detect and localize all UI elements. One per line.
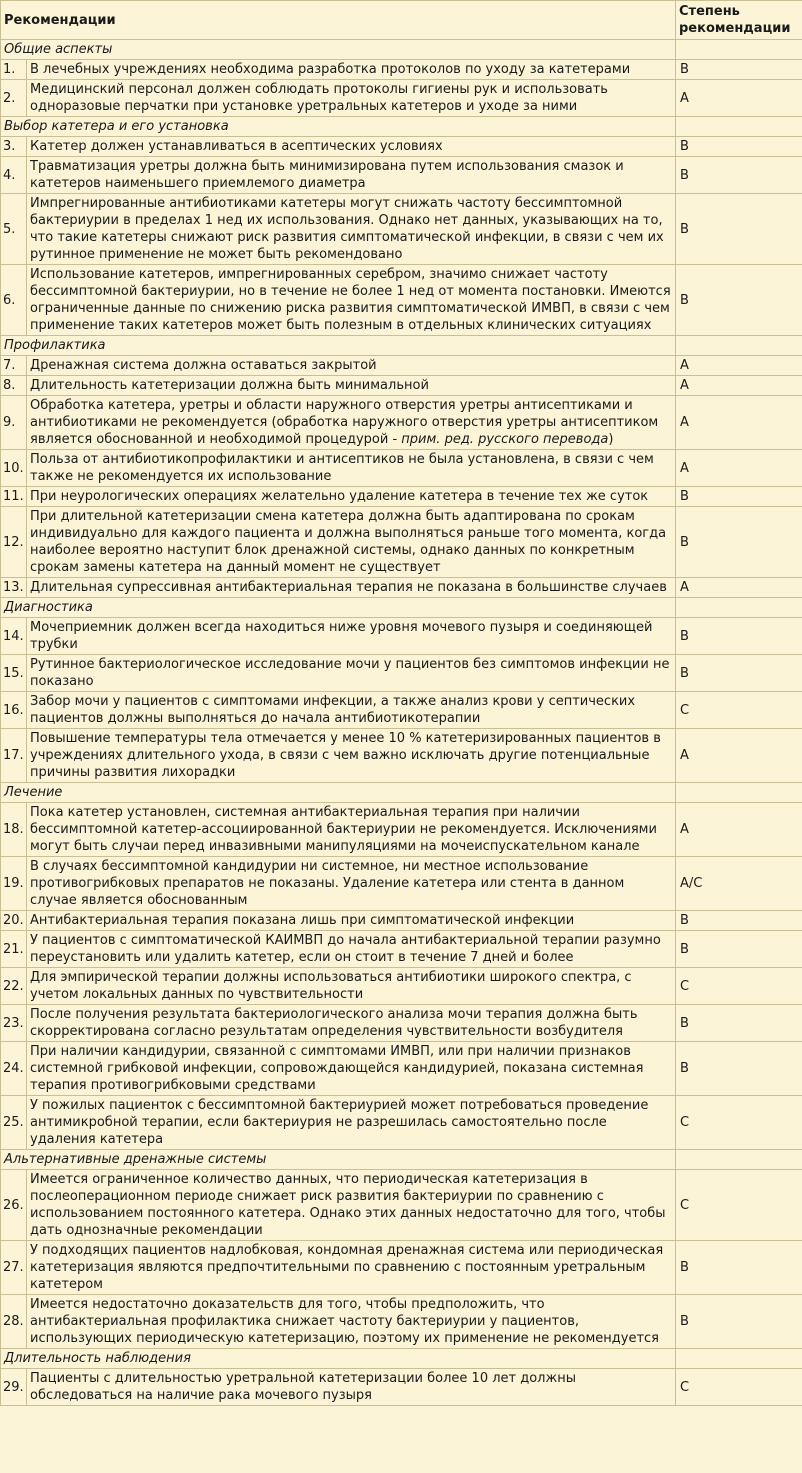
row-text xyxy=(27,137,676,157)
table-row xyxy=(1,157,802,194)
row-text-main: В лечебных учреждениях необходима разработка протоколов по уходу за катетерами xyxy=(30,62,631,77)
section-title: Общие аспекты xyxy=(1,40,676,60)
row-text xyxy=(27,80,676,117)
section-row xyxy=(1,1150,802,1170)
row-text xyxy=(27,60,676,80)
section-grade-empty xyxy=(676,1349,802,1369)
row-text xyxy=(27,618,676,655)
row-number: 14. xyxy=(1,618,27,655)
table-row xyxy=(1,968,802,1005)
row-grade: B xyxy=(676,931,802,968)
row-grade: A xyxy=(676,729,802,783)
row-grade: A xyxy=(676,396,802,450)
row-text-main: У пациентов с симптоматической КАИМВП до начала антибактериальной терапии разумно переустановить или удалить катетер, если он стоит в течение 7 дней и более xyxy=(30,933,661,965)
row-number: 8. xyxy=(1,376,27,396)
row-number: 22. xyxy=(1,968,27,1005)
row-text xyxy=(27,803,676,857)
table-row xyxy=(1,265,802,336)
section-grade-empty xyxy=(676,117,802,137)
table-row xyxy=(1,507,802,578)
row-grade: A xyxy=(676,80,802,117)
section-grade-empty xyxy=(676,1150,802,1170)
row-number: 17. xyxy=(1,729,27,783)
row-number: 9. xyxy=(1,396,27,450)
section-title: Альтернативные дренажные системы xyxy=(1,1150,676,1170)
row-text xyxy=(27,376,676,396)
section-title: Длительность наблюдения xyxy=(1,1349,676,1369)
table-row xyxy=(1,1042,802,1096)
row-text xyxy=(27,857,676,911)
row-grade: B xyxy=(676,618,802,655)
row-text xyxy=(27,1005,676,1042)
table-row xyxy=(1,80,802,117)
row-number: 23. xyxy=(1,1005,27,1042)
row-text-main: Обработка катетера, уретры и области наружного отверстия уретры антисептиками и антибиотиками не рекомендуется (обработка наружного отверстия уретры антисептиком является обоснованной и необходимой процедурой - xyxy=(30,398,659,447)
row-number: 29. xyxy=(1,1369,27,1406)
row-text xyxy=(27,1170,676,1241)
row-number: 12. xyxy=(1,507,27,578)
section-grade-empty xyxy=(676,783,802,803)
table-row xyxy=(1,137,802,157)
row-text-main: При длительной катетеризации смена катетера должна быть адаптирована по срокам индивидуально для каждого пациента и должна выполняться раньше того момента, когда наиболее вероятно наступит блок дренажной системы, однако данных по конкретным срокам замены катетера на данный момент не существует xyxy=(30,509,667,575)
row-grade: A xyxy=(676,376,802,396)
table-row xyxy=(1,487,802,507)
row-text xyxy=(27,655,676,692)
row-text xyxy=(27,356,676,376)
row-text-main: Длительность катетеризации должна быть минимальной xyxy=(30,378,429,393)
table-row xyxy=(1,1170,802,1241)
row-text xyxy=(27,692,676,729)
row-number: 15. xyxy=(1,655,27,692)
row-number: 2. xyxy=(1,80,27,117)
table-row xyxy=(1,692,802,729)
row-text-main: При неурологических операциях желательно удаление катетера в течение тех же суток xyxy=(30,489,649,504)
row-grade: B xyxy=(676,655,802,692)
row-text-main: Забор мочи у пациентов с симптомами инфекции, а также анализ крови у септических пациентов должны выполняться до начала антибиотикотерапии xyxy=(30,694,636,726)
row-text-main: Мочеприемник должен всегда находиться ниже уровня мочевого пузыря и соединяющей трубки xyxy=(30,620,653,652)
section-title: Диагностика xyxy=(1,598,676,618)
row-grade: B xyxy=(676,911,802,931)
table-row xyxy=(1,376,802,396)
table-row xyxy=(1,356,802,376)
header-row xyxy=(1,1,802,40)
row-text-tail: ) xyxy=(608,432,614,447)
row-number: 21. xyxy=(1,931,27,968)
row-number: 26. xyxy=(1,1170,27,1241)
row-text xyxy=(27,911,676,931)
section-grade-empty xyxy=(676,598,802,618)
row-text-main: После получения результата бактериологического анализа мочи терапия должна быть скорректирована согласно результатам определения чувствительности возбудителя xyxy=(30,1007,638,1039)
row-text-main: Рутинное бактериологическое исследование мочи у пациентов без симптомов инфекции не показано xyxy=(30,657,670,689)
section-row xyxy=(1,117,802,137)
table-row xyxy=(1,1241,802,1295)
section-grade-empty xyxy=(676,336,802,356)
row-grade: B xyxy=(676,157,802,194)
row-text-main: Имеется недостаточно доказательств для того, чтобы предположить, что антибактериальная профилактика снижает частоту бактериурии у пациентов, использующих периодическую катетеризацию, поэтому их применение не рекомендуется xyxy=(30,1297,659,1346)
row-text xyxy=(27,396,676,450)
table-row xyxy=(1,1369,802,1406)
row-text xyxy=(27,194,676,265)
row-text xyxy=(27,1042,676,1096)
row-number: 28. xyxy=(1,1295,27,1349)
row-text xyxy=(27,578,676,598)
row-number: 5. xyxy=(1,194,27,265)
row-grade: A/C xyxy=(676,857,802,911)
row-text-main: Травматизация уретры должна быть минимизирована путем использования смазок и катетеров наименьшего приемлемого диаметра xyxy=(30,159,624,191)
row-grade: A xyxy=(676,803,802,857)
row-grade: C xyxy=(676,1369,802,1406)
header-recommendations: Рекомендации xyxy=(1,1,676,40)
row-text-main: Длительная супрессивная антибактериальная терапия не показана в большинстве случаев xyxy=(30,580,667,595)
row-text xyxy=(27,1241,676,1295)
row-grade: B xyxy=(676,265,802,336)
row-grade: A xyxy=(676,356,802,376)
row-grade: C xyxy=(676,968,802,1005)
row-grade: B xyxy=(676,1042,802,1096)
row-text-main: Катетер должен устанавливаться в асептических условиях xyxy=(30,139,443,154)
row-grade: B xyxy=(676,1295,802,1349)
section-row xyxy=(1,40,802,60)
row-grade: B xyxy=(676,60,802,80)
section-row xyxy=(1,1349,802,1369)
row-number: 20. xyxy=(1,911,27,931)
row-grade: B xyxy=(676,194,802,265)
section-row xyxy=(1,336,802,356)
row-text xyxy=(27,507,676,578)
row-number: 7. xyxy=(1,356,27,376)
table-row xyxy=(1,1295,802,1349)
row-text xyxy=(27,729,676,783)
section-row xyxy=(1,783,802,803)
table-body xyxy=(1,40,802,1406)
row-grade: B xyxy=(676,1241,802,1295)
row-text xyxy=(27,1096,676,1150)
section-title: Лечение xyxy=(1,783,676,803)
table-row xyxy=(1,911,802,931)
row-grade: B xyxy=(676,487,802,507)
header-grade: Степень рекомендации xyxy=(676,1,802,40)
row-grade: C xyxy=(676,1170,802,1241)
table-row xyxy=(1,450,802,487)
row-grade: B xyxy=(676,1005,802,1042)
row-number: 6. xyxy=(1,265,27,336)
row-number: 24. xyxy=(1,1042,27,1096)
row-text-main: Польза от антибиотикопрофилактики и антисептиков не была установлена, в связи с чем также не рекомендуется их использование xyxy=(30,452,654,484)
table-row xyxy=(1,655,802,692)
table-row xyxy=(1,857,802,911)
row-text xyxy=(27,265,676,336)
row-text xyxy=(27,931,676,968)
row-text xyxy=(27,1295,676,1349)
row-text-main: Медицинский персонал должен соблюдать протоколы гигиены рук и использовать одноразовые перчатки при установке уретральных катетеров и уходе за ними xyxy=(30,82,608,114)
table-row xyxy=(1,729,802,783)
row-number: 10. xyxy=(1,450,27,487)
row-text xyxy=(27,968,676,1005)
row-number: 16. xyxy=(1,692,27,729)
row-number: 25. xyxy=(1,1096,27,1150)
row-text-main: Дренажная система должна оставаться закрытой xyxy=(30,358,377,373)
row-grade: C xyxy=(676,1096,802,1150)
table-row xyxy=(1,931,802,968)
row-text-main: Имеется ограниченное количество данных, что периодическая катетеризация в послеоперационном периоде снижает риск развития бактериурии по сравнению с использованием постоянного катетера. Однако этих данных недостаточно для того, чтобы дать однозначные рекомендации xyxy=(30,1172,666,1238)
table-row xyxy=(1,396,802,450)
row-text-main: Антибактериальная терапия показана лишь при симптоматической инфекции xyxy=(30,913,575,928)
row-text-main: Использование катетеров, импрегнированных серебром, значимо снижает частоту бессимптомной бактериурии, но в течение не более 1 нед от момента постановки. Имеются ограниченные данные по снижению риска развития симптоматической ИМВП, в связи с чем применение таких катетеров может быть полезным в отдельных клинических ситуациях xyxy=(30,267,671,333)
row-number: 18. xyxy=(1,803,27,857)
row-number: 11. xyxy=(1,487,27,507)
row-text xyxy=(27,1369,676,1406)
row-number: 13. xyxy=(1,578,27,598)
row-text-main: Импрегнированные антибиотиками катетеры могут снижать частоту бессимптомной бактериурии в пределах 1 нед их использования. Однако нет данных, указывающих на то, что такие катетеры снижают риск развития симптоматической инфекции, в связи с чем их рутинное применение не может быть рекомендовано xyxy=(30,196,664,262)
row-number: 27. xyxy=(1,1241,27,1295)
table-row xyxy=(1,1005,802,1042)
row-grade: A xyxy=(676,578,802,598)
table-row xyxy=(1,1096,802,1150)
row-text-main: В случаях бессимптомной кандидурии ни системное, ни местное использование противогрибковых препаратов не показаны. Удаление катетера или стента в данном случае является обоснованным xyxy=(30,859,625,908)
row-text xyxy=(27,450,676,487)
table-row xyxy=(1,618,802,655)
row-text-main: При наличии кандидурии, связанной с симптомами ИМВП, или при наличии признаков системной грибковой инфекции, сопровождающейся кандидурией, показана системная терапия противогрибковыми средствами xyxy=(30,1044,644,1093)
row-text-main: Пока катетер установлен, системная антибактериальная терапия при наличии бессимптомной катетер-ассоциированной бактериурии не рекомендуется. Исключениями могут быть случаи перед инвазивными манипуляциями на мочеиспускательном канале xyxy=(30,805,657,854)
row-grade: B xyxy=(676,137,802,157)
row-text-main: У подходящих пациентов надлобковая, кондомная дренажная система или периодическая катетеризация являются предпочтительными по сравнению с постоянным уретральным катетером xyxy=(30,1243,664,1292)
row-text xyxy=(27,487,676,507)
row-text-note: прим. ред. русского перевода xyxy=(401,432,609,447)
row-number: 19. xyxy=(1,857,27,911)
section-row xyxy=(1,598,802,618)
row-text-main: У пожилых пациенток с бессимптомной бактериурией может потребоваться проведение антимикробной терапии, если бактериурия не разрешилась самостоятельно после удаления катетера xyxy=(30,1098,649,1147)
table-row xyxy=(1,803,802,857)
section-title: Выбор катетера и его установка xyxy=(1,117,676,137)
table-row xyxy=(1,578,802,598)
row-text-main: Пациенты с длительностью уретральной катетеризации более 10 лет должны обследоваться на наличие рака мочевого пузыря xyxy=(30,1371,576,1403)
section-grade-empty xyxy=(676,40,802,60)
row-grade: C xyxy=(676,692,802,729)
row-number: 3. xyxy=(1,137,27,157)
row-text xyxy=(27,157,676,194)
row-number: 1. xyxy=(1,60,27,80)
row-text-main: Повышение температуры тела отмечается у менее 10 % катетеризированных пациентов в учреждениях длительного ухода, в связи с чем важно исключать другие потенциальные причины развития лихорадки xyxy=(30,731,661,780)
row-number: 4. xyxy=(1,157,27,194)
row-grade: B xyxy=(676,507,802,578)
table-row xyxy=(1,194,802,265)
section-title: Профилактика xyxy=(1,336,676,356)
table-row xyxy=(1,60,802,80)
row-grade: A xyxy=(676,450,802,487)
row-text-main: Для эмпирической терапии должны использоваться антибиотики широкого спектра, с учетом локальных данных по чувствительности xyxy=(30,970,632,1002)
